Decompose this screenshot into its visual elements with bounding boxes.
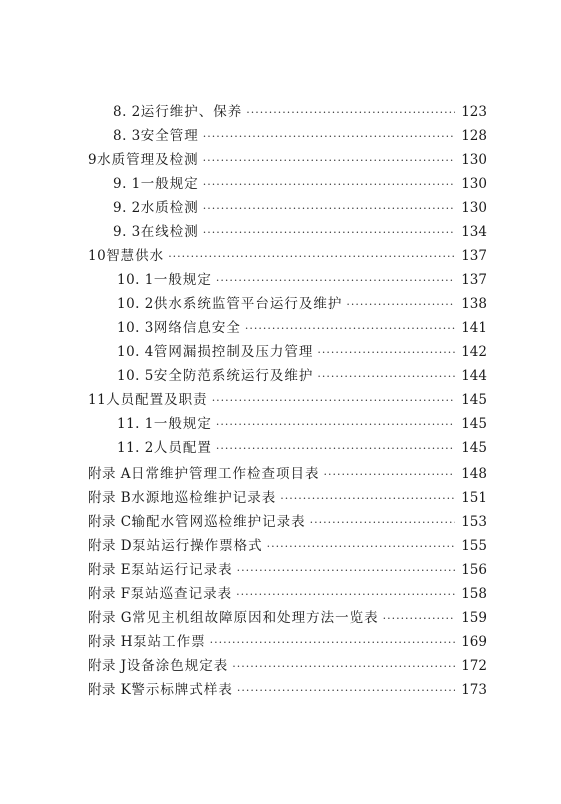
entry-title: 输配水管网巡检维护记录表 <box>131 514 306 530</box>
entry-number: 附录 B <box>88 490 132 506</box>
entry-title: 设备涂色规定表 <box>126 658 229 674</box>
entry-number: 11 <box>88 392 107 408</box>
dot-leader <box>210 631 455 655</box>
entry-number: 附录 E <box>88 562 132 578</box>
toc-entry <box>117 364 487 388</box>
page-number: 173 <box>461 682 487 698</box>
dot-leader <box>232 655 455 679</box>
dot-leader <box>324 463 455 487</box>
toc-entry <box>88 654 487 678</box>
toc-entry <box>88 388 487 412</box>
dot-leader <box>203 173 455 197</box>
entry-number: 附录 D <box>88 538 133 554</box>
entry-title: 水质管理及检测 <box>97 152 199 168</box>
page-number: 141 <box>461 320 487 336</box>
page-number: 138 <box>461 296 487 312</box>
entry-number: 附录 K <box>88 682 132 698</box>
page-number: 137 <box>461 272 487 288</box>
toc-entry <box>88 148 487 172</box>
page-number: 159 <box>461 610 487 626</box>
entry-number: 9. 3 <box>113 224 141 240</box>
toc-entry <box>88 678 487 702</box>
page-number: 151 <box>461 490 487 506</box>
dot-leader <box>310 511 455 535</box>
entry-number: 8. 2 <box>113 104 141 120</box>
page-number: 156 <box>461 562 487 578</box>
dot-leader <box>203 197 455 221</box>
dot-leader <box>216 437 455 461</box>
entry-title: 供水系统监管平台运行及维护 <box>153 296 343 312</box>
entry-title: 泵站巡查记录表 <box>130 586 233 602</box>
dot-leader <box>317 365 455 389</box>
entry-number: 9. 1 <box>113 176 141 192</box>
dot-leader <box>216 413 455 437</box>
toc-entry <box>117 340 487 364</box>
dot-leader <box>203 125 455 149</box>
entry-title: 警示标牌式样表 <box>131 682 233 698</box>
toc-entry <box>117 292 487 316</box>
entry-title: 泵站运行操作票格式 <box>132 538 263 554</box>
entry-title: 安全管理 <box>140 128 199 144</box>
entry-title: 网络信息安全 <box>153 320 241 336</box>
page-number: 153 <box>461 514 487 530</box>
toc-entry <box>113 220 487 244</box>
entry-title: 人员配置 <box>153 440 212 456</box>
toc-entry <box>88 630 487 654</box>
entry-number: 附录 G <box>88 610 133 626</box>
entry-number: 8. 3 <box>113 128 141 144</box>
entry-title: 常见主机组故障原因和处理方法一览表 <box>132 610 379 626</box>
entry-title: 人员配置及职责 <box>106 392 208 408</box>
entry-title: 泵站工作票 <box>133 634 206 650</box>
toc-entry <box>113 100 487 124</box>
entry-number: 附录 H <box>88 634 134 650</box>
page-number: 145 <box>461 392 487 408</box>
page-number: 123 <box>461 104 487 120</box>
dot-leader <box>212 389 455 413</box>
entry-number: 附录 F <box>88 586 131 602</box>
toc-entry <box>88 606 487 630</box>
page-number: 145 <box>461 440 487 456</box>
entry-number: 10. 1 <box>117 272 154 288</box>
page-number: 130 <box>461 176 487 192</box>
toc-entry <box>117 268 487 292</box>
entry-title: 泵站运行记录表 <box>131 562 233 578</box>
entry-number: 11. 2 <box>117 440 154 456</box>
dot-leader <box>346 293 455 317</box>
dot-leader <box>237 679 455 703</box>
dot-leader <box>237 559 455 583</box>
dot-leader <box>317 341 455 365</box>
entry-title: 水源地巡检维护记录表 <box>131 490 277 506</box>
page-number: 130 <box>461 152 487 168</box>
entry-number: 9. 2 <box>113 200 141 216</box>
entry-number: 附录 C <box>88 514 132 530</box>
toc-entry <box>88 534 487 558</box>
toc-entry <box>117 436 487 460</box>
entry-title: 管网漏损控制及压力管理 <box>153 344 314 360</box>
dot-leader <box>203 149 455 173</box>
page-number: 172 <box>461 658 487 674</box>
page-number: 145 <box>461 416 487 432</box>
entry-title: 在线检测 <box>140 224 199 240</box>
dot-leader <box>203 221 455 245</box>
page-number: 144 <box>461 368 487 384</box>
page-number: 130 <box>461 200 487 216</box>
dot-leader <box>383 607 455 631</box>
page-number: 148 <box>461 466 487 482</box>
toc-entry <box>88 462 487 486</box>
entry-title: 水质检测 <box>140 200 199 216</box>
entry-number: 10 <box>88 248 107 264</box>
page-number: 155 <box>461 538 487 554</box>
dot-leader <box>280 487 455 511</box>
toc-entry <box>117 316 487 340</box>
dot-leader <box>246 101 455 125</box>
page-number: 128 <box>461 128 487 144</box>
page-number: 134 <box>461 224 487 240</box>
page-number: 169 <box>461 634 487 650</box>
entry-title: 运行维护、保养 <box>140 104 243 120</box>
entry-number: 10. 4 <box>117 344 154 360</box>
page-number: 142 <box>461 344 487 360</box>
entry-title: 一般规定 <box>153 272 212 288</box>
entry-title: 日常维护管理工作检查项目表 <box>131 466 320 482</box>
toc-entry <box>88 582 487 606</box>
toc-entry <box>113 124 487 148</box>
entry-title: 一般规定 <box>153 416 212 432</box>
dot-leader <box>216 269 455 293</box>
dot-leader <box>267 535 455 559</box>
entry-title: 智慧供水 <box>106 248 165 264</box>
toc-entry <box>117 412 487 436</box>
toc-entry <box>113 172 487 196</box>
page-number: 137 <box>461 248 487 264</box>
entry-number: 附录 J <box>88 658 127 674</box>
toc-entry <box>88 510 487 534</box>
page-number: 158 <box>461 586 487 602</box>
entry-number: 9 <box>88 152 98 168</box>
entry-title: 安全防范系统运行及维护 <box>153 368 314 384</box>
entry-title: 一般规定 <box>140 176 199 192</box>
toc-entry <box>88 486 487 510</box>
toc-entry <box>113 196 487 220</box>
entry-number: 11. 1 <box>117 416 154 432</box>
dot-leader <box>245 317 455 341</box>
toc-entry <box>88 244 487 268</box>
entry-number: 10. 3 <box>117 320 154 336</box>
entry-number: 附录 A <box>88 466 132 482</box>
entry-number: 10. 2 <box>117 296 154 312</box>
dot-leader <box>236 583 455 607</box>
toc-entry <box>88 558 487 582</box>
entry-number: 10. 5 <box>117 368 154 384</box>
dot-leader <box>168 245 455 269</box>
